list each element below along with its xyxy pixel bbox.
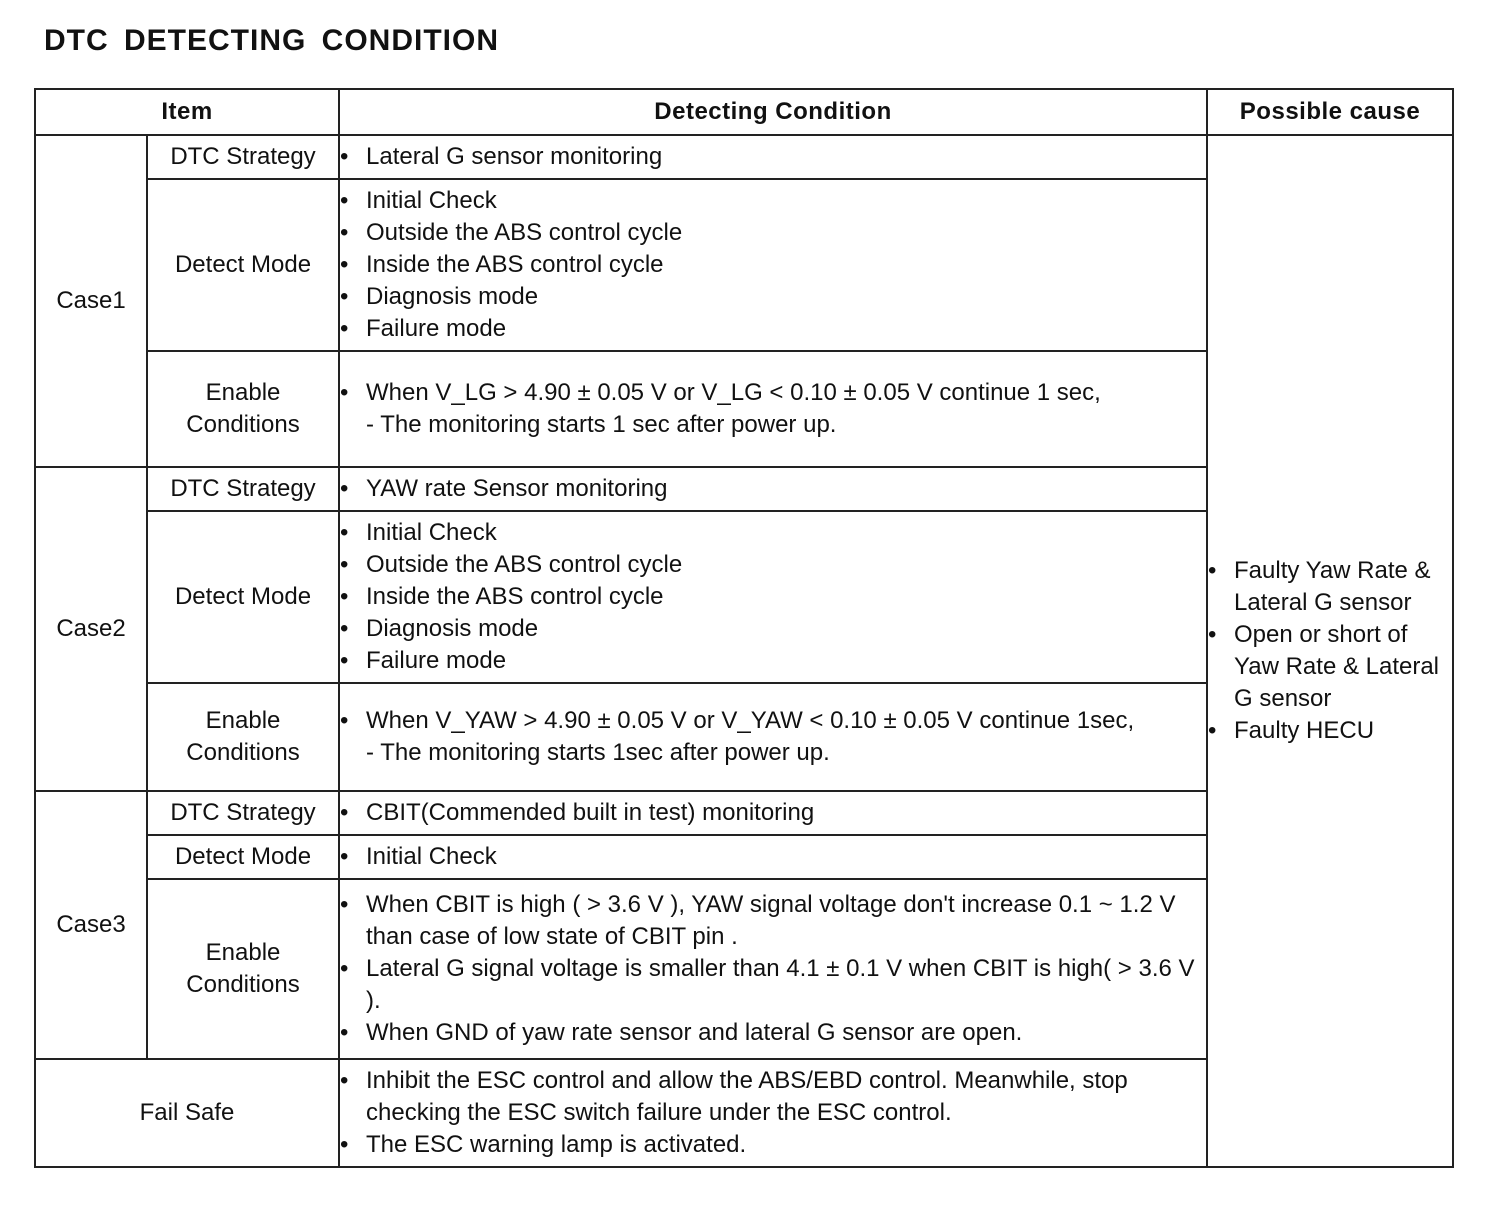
- item-label: DTC Strategy: [147, 791, 339, 835]
- header-detecting-condition: Detecting Condition: [339, 89, 1207, 135]
- condition-item: • The ESC warning lamp is activated.: [340, 1129, 1206, 1161]
- condition-cell: [339, 683, 1207, 791]
- condition-item: • Lateral G sensor monitoring: [340, 141, 1206, 173]
- condition-item: • YAW rate Sensor monitoring: [340, 473, 1206, 505]
- condition-cell: [339, 467, 1207, 511]
- condition-text: When V_YAW > 4.90 ± 0.05 V or V_YAW < 0.10 ± 0.05 V continue 1sec,: [366, 707, 1135, 734]
- condition-item: • Inside the ABS control cycle: [340, 581, 1206, 613]
- condition-item: • Diagnosis mode: [340, 613, 1206, 645]
- condition-item: • Failure mode: [340, 313, 1206, 345]
- item-label: Enable Conditions: [147, 351, 339, 467]
- condition-cell: [339, 135, 1207, 179]
- condition-item: • Outside the ABS control cycle: [340, 217, 1206, 249]
- condition-cell: [339, 1059, 1207, 1167]
- table-row: [35, 135, 1453, 179]
- page-title: DTC DETECTING CONDITION: [44, 24, 499, 57]
- condition-note: - The monitoring starts 1sec after power up.: [366, 739, 830, 766]
- case-label: Case3: [35, 791, 147, 1059]
- condition-item: • Failure mode: [340, 645, 1206, 677]
- condition-item: • Outside the ABS control cycle: [340, 549, 1206, 581]
- item-label: Detect Mode: [147, 511, 339, 683]
- condition-cell: [339, 791, 1207, 835]
- condition-item: • Diagnosis mode: [340, 281, 1206, 313]
- condition-item: • Initial Check: [340, 185, 1206, 217]
- cause-item: • Faulty Yaw Rate & Lateral G sensor: [1208, 555, 1452, 619]
- condition-item: [340, 705, 1206, 769]
- cause-item: • Faulty HECU: [1208, 715, 1452, 747]
- possible-cause-cell: [1207, 135, 1453, 1167]
- item-label: Enable Conditions: [147, 683, 339, 791]
- dtc-condition-table: [34, 88, 1454, 1168]
- condition-item: • CBIT(Commended built in test) monitoring: [340, 797, 1206, 829]
- case-label: Case1: [35, 135, 147, 467]
- condition-item: • Initial Check: [340, 841, 1206, 873]
- item-label: Enable Conditions: [147, 879, 339, 1059]
- item-label: DTC Strategy: [147, 467, 339, 511]
- cause-item: • Open or short of Yaw Rate & Lateral G sensor: [1208, 619, 1452, 715]
- condition-item: • Lateral G signal voltage is smaller than 4.1 ± 0.1 V when CBIT is high( > 3.6 V ).: [340, 953, 1206, 1017]
- fail-safe-label: Fail Safe: [35, 1059, 339, 1167]
- condition-note: - The monitoring starts 1 sec after power up.: [366, 411, 837, 438]
- condition-item: • When CBIT is high ( > 3.6 V ), YAW signal voltage don't increase 0.1 ~ 1.2 V than case of low state of CBIT pin .: [340, 889, 1206, 953]
- item-label: DTC Strategy: [147, 135, 339, 179]
- condition-item: [340, 377, 1206, 441]
- condition-item: • Initial Check: [340, 517, 1206, 549]
- condition-cell: [339, 879, 1207, 1059]
- header-possible-cause: Possible cause: [1207, 89, 1453, 135]
- condition-text: When V_LG > 4.90 ± 0.05 V or V_LG < 0.10 ± 0.05 V continue 1 sec,: [366, 379, 1101, 406]
- item-label: Detect Mode: [147, 179, 339, 351]
- condition-cell: [339, 835, 1207, 879]
- condition-cell: [339, 511, 1207, 683]
- table-header-row: [35, 89, 1453, 135]
- condition-item: • Inhibit the ESC control and allow the ABS/EBD control. Meanwhile, stop checking the ESC switch failure under the ESC control.: [340, 1065, 1206, 1129]
- condition-item: • When GND of yaw rate sensor and lateral G sensor are open.: [340, 1017, 1206, 1049]
- condition-item: • Inside the ABS control cycle: [340, 249, 1206, 281]
- condition-cell: [339, 351, 1207, 467]
- header-item: Item: [35, 89, 339, 135]
- item-label: Detect Mode: [147, 835, 339, 879]
- condition-cell: [339, 179, 1207, 351]
- case-label: Case2: [35, 467, 147, 791]
